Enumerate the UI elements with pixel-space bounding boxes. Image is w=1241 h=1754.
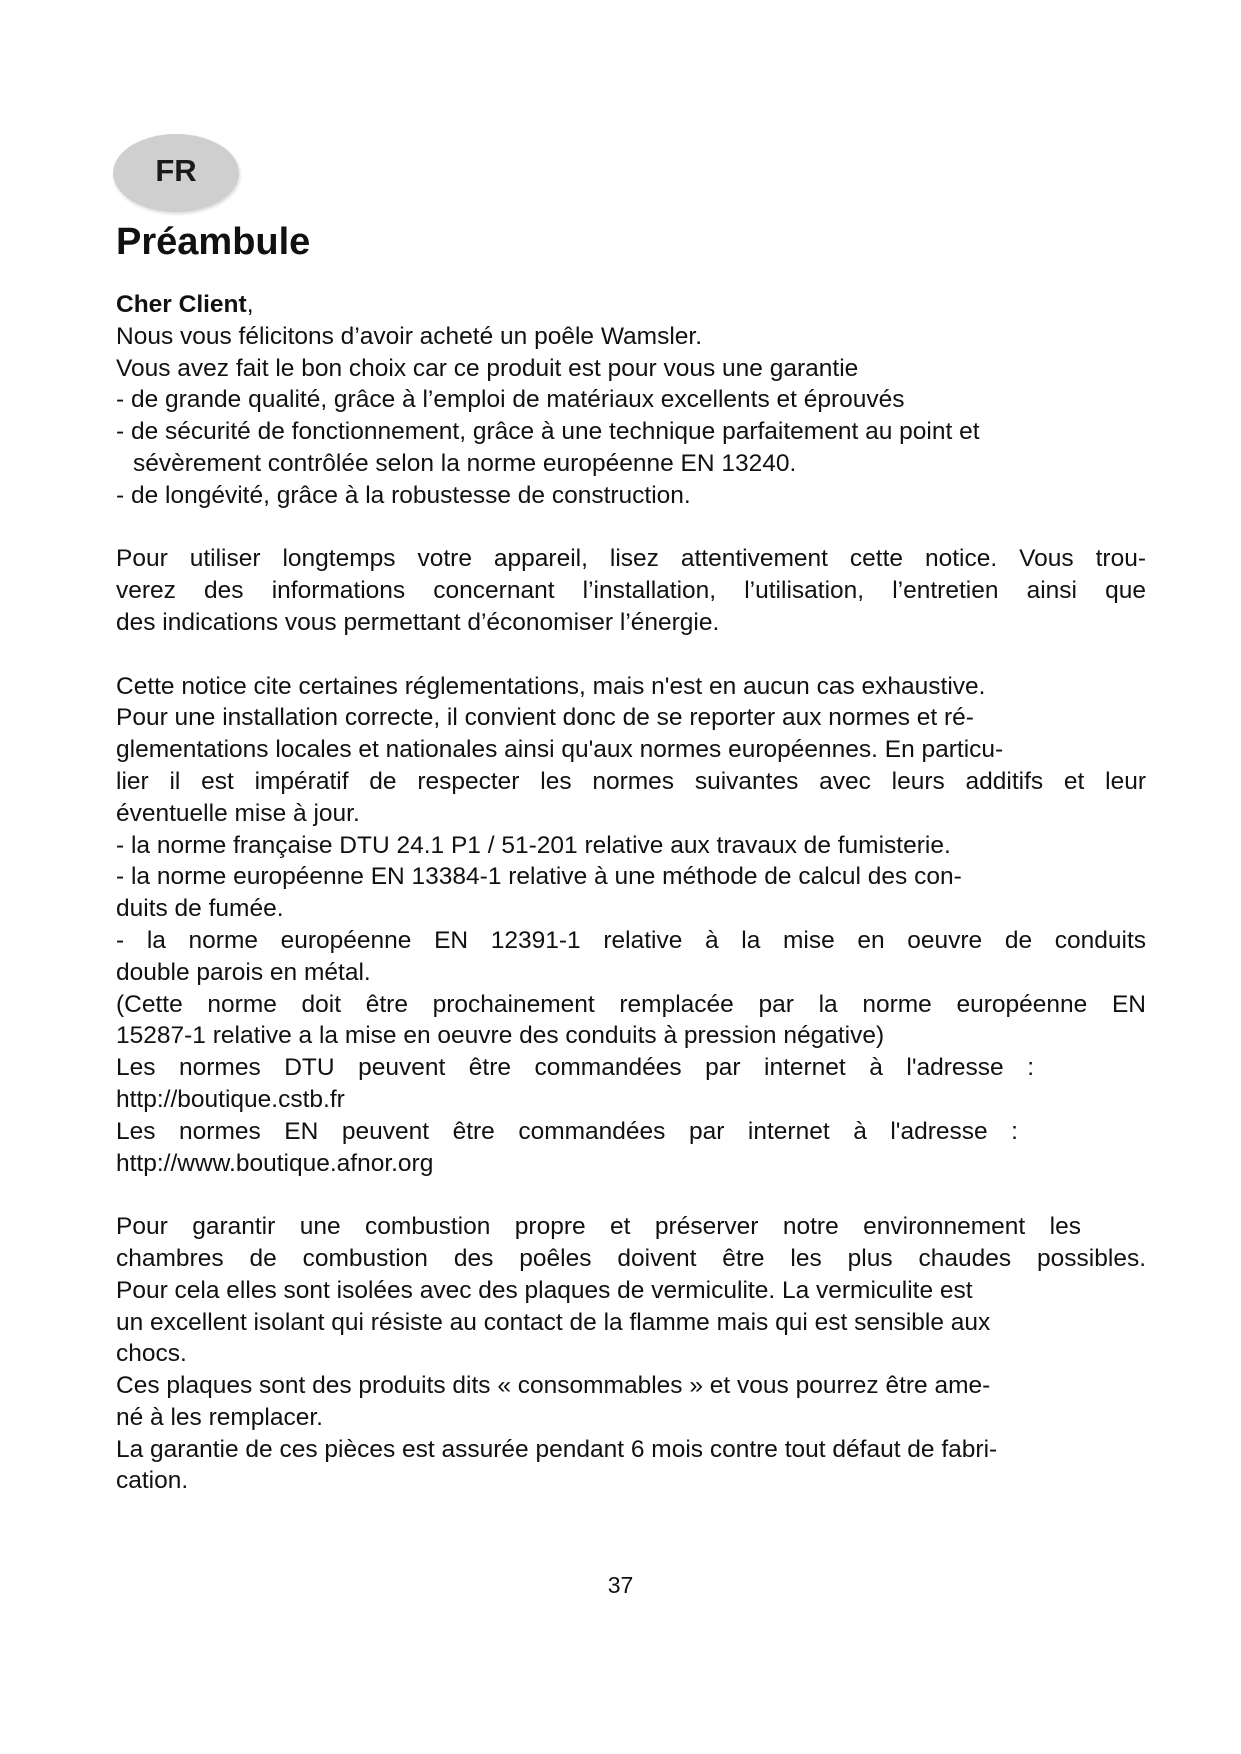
regulation-line: - la norme européenne EN 13384-1 relative à une méthode de calcul des con- — [116, 863, 962, 891]
page-number: 37 — [607, 1572, 634, 1598]
regulation-link[interactable]: http://boutique.cstb.fr — [116, 1085, 345, 1113]
intro-line: Nous vous félicitons d’avoir acheté un poêle Wamsler. — [116, 322, 703, 350]
combustion-line: Ces plaques sont des produits dits « consommables » et vous pourrez être ame- — [116, 1372, 991, 1400]
combustion-line: un excellent isolant qui résiste au contact de la flamme mais qui est sensible aux — [116, 1308, 991, 1336]
regulation-line: - la norme française DTU 24.1 P1 / 51-201 relative aux travaux de fumisterie. — [116, 831, 951, 859]
intro-line: - de sécurité de fonctionnement, grâce à une technique parfaitement au point et — [116, 418, 980, 446]
regulation-line: éventuelle mise à jour. — [116, 799, 360, 827]
combustion-line: Pour cela elles sont isolées avec des plaques de vermiculite. La vermiculite est — [116, 1276, 973, 1304]
regulation-line: duits de fumée. — [116, 895, 284, 923]
combustion-line: né à les remplacer. — [116, 1403, 323, 1431]
regulation-line: double parois en métal. — [116, 958, 371, 986]
greeting-salutation: Cher Client — [116, 291, 247, 318]
paragraph-spacer — [116, 639, 1146, 671]
regulation-link[interactable]: http://www.boutique.afnor.org — [116, 1149, 434, 1177]
combustion-line: La garantie de ces pièces est assurée pendant 6 mois contre tout défaut de fabri- — [116, 1435, 998, 1463]
regulation-line: Pour une installation correcte, il convient donc de se reporter aux normes et ré- — [116, 704, 974, 732]
intro-line: sévèrement contrôlée selon la norme européenne EN 13240. — [133, 449, 797, 477]
greeting-punctuation: , — [246, 291, 254, 318]
language-badge — [113, 134, 239, 212]
combustion-line: Pour garantir une combustion propre et préserver notre environnement les — [116, 1213, 1081, 1241]
regulation-line: glementations locales et nationales ainsi qu'aux normes européennes. En particu- — [116, 736, 1004, 764]
combustion-line: cation. — [116, 1467, 189, 1495]
intro-line: Vous avez fait le bon choix car ce produit est pour vous une garantie — [116, 354, 859, 382]
notice-line: des indications vous permettant d’économiser l’énergie. — [116, 608, 720, 636]
greeting-line — [116, 289, 1146, 321]
regulation-line: 15287-1 relative a la mise en oeuvre des conduits à pression négative) — [116, 1022, 885, 1050]
intro-line: - de grande qualité, grâce à l’emploi de matériaux excellents et éprouvés — [116, 386, 905, 414]
document-body — [116, 289, 1146, 1497]
page-title: Préambule — [116, 221, 311, 263]
regulation-line: Les normes EN peuvent être commandées par internet à l'adresse : — [116, 1117, 1018, 1145]
regulation-line: Cette notice cite certaines réglementations, mais n'est en aucun cas exhaustive. — [116, 672, 986, 700]
intro-line: - de longévité, grâce à la robustesse de construction. — [116, 481, 691, 509]
regulation-line: Les normes DTU peuvent être commandées par internet à l'adresse : — [116, 1054, 1034, 1082]
combustion-line: chocs. — [116, 1340, 187, 1368]
paragraph-spacer — [116, 1179, 1146, 1211]
regulation-line: lier il est impératif de respecter les normes suivantes avec leurs additifs et leur — [116, 767, 1146, 795]
language-badge-label: FR — [155, 153, 197, 188]
paragraph-spacer — [116, 512, 1146, 544]
notice-line: verez des informations concernant l’installation, l’utilisation, l’entretien ainsi que — [116, 577, 1146, 605]
notice-line: Pour utiliser longtemps votre appareil, lisez attentivement cette notice. Vous trou- — [116, 545, 1146, 573]
combustion-line: chambres de combustion des poêles doivent être les plus chaudes possibles. — [116, 1244, 1146, 1272]
regulation-line: - la norme européenne EN 12391-1 relative à la mise en oeuvre de conduits — [116, 926, 1146, 954]
regulation-line: (Cette norme doit être prochainement remplacée par la norme européenne EN — [116, 990, 1146, 1018]
